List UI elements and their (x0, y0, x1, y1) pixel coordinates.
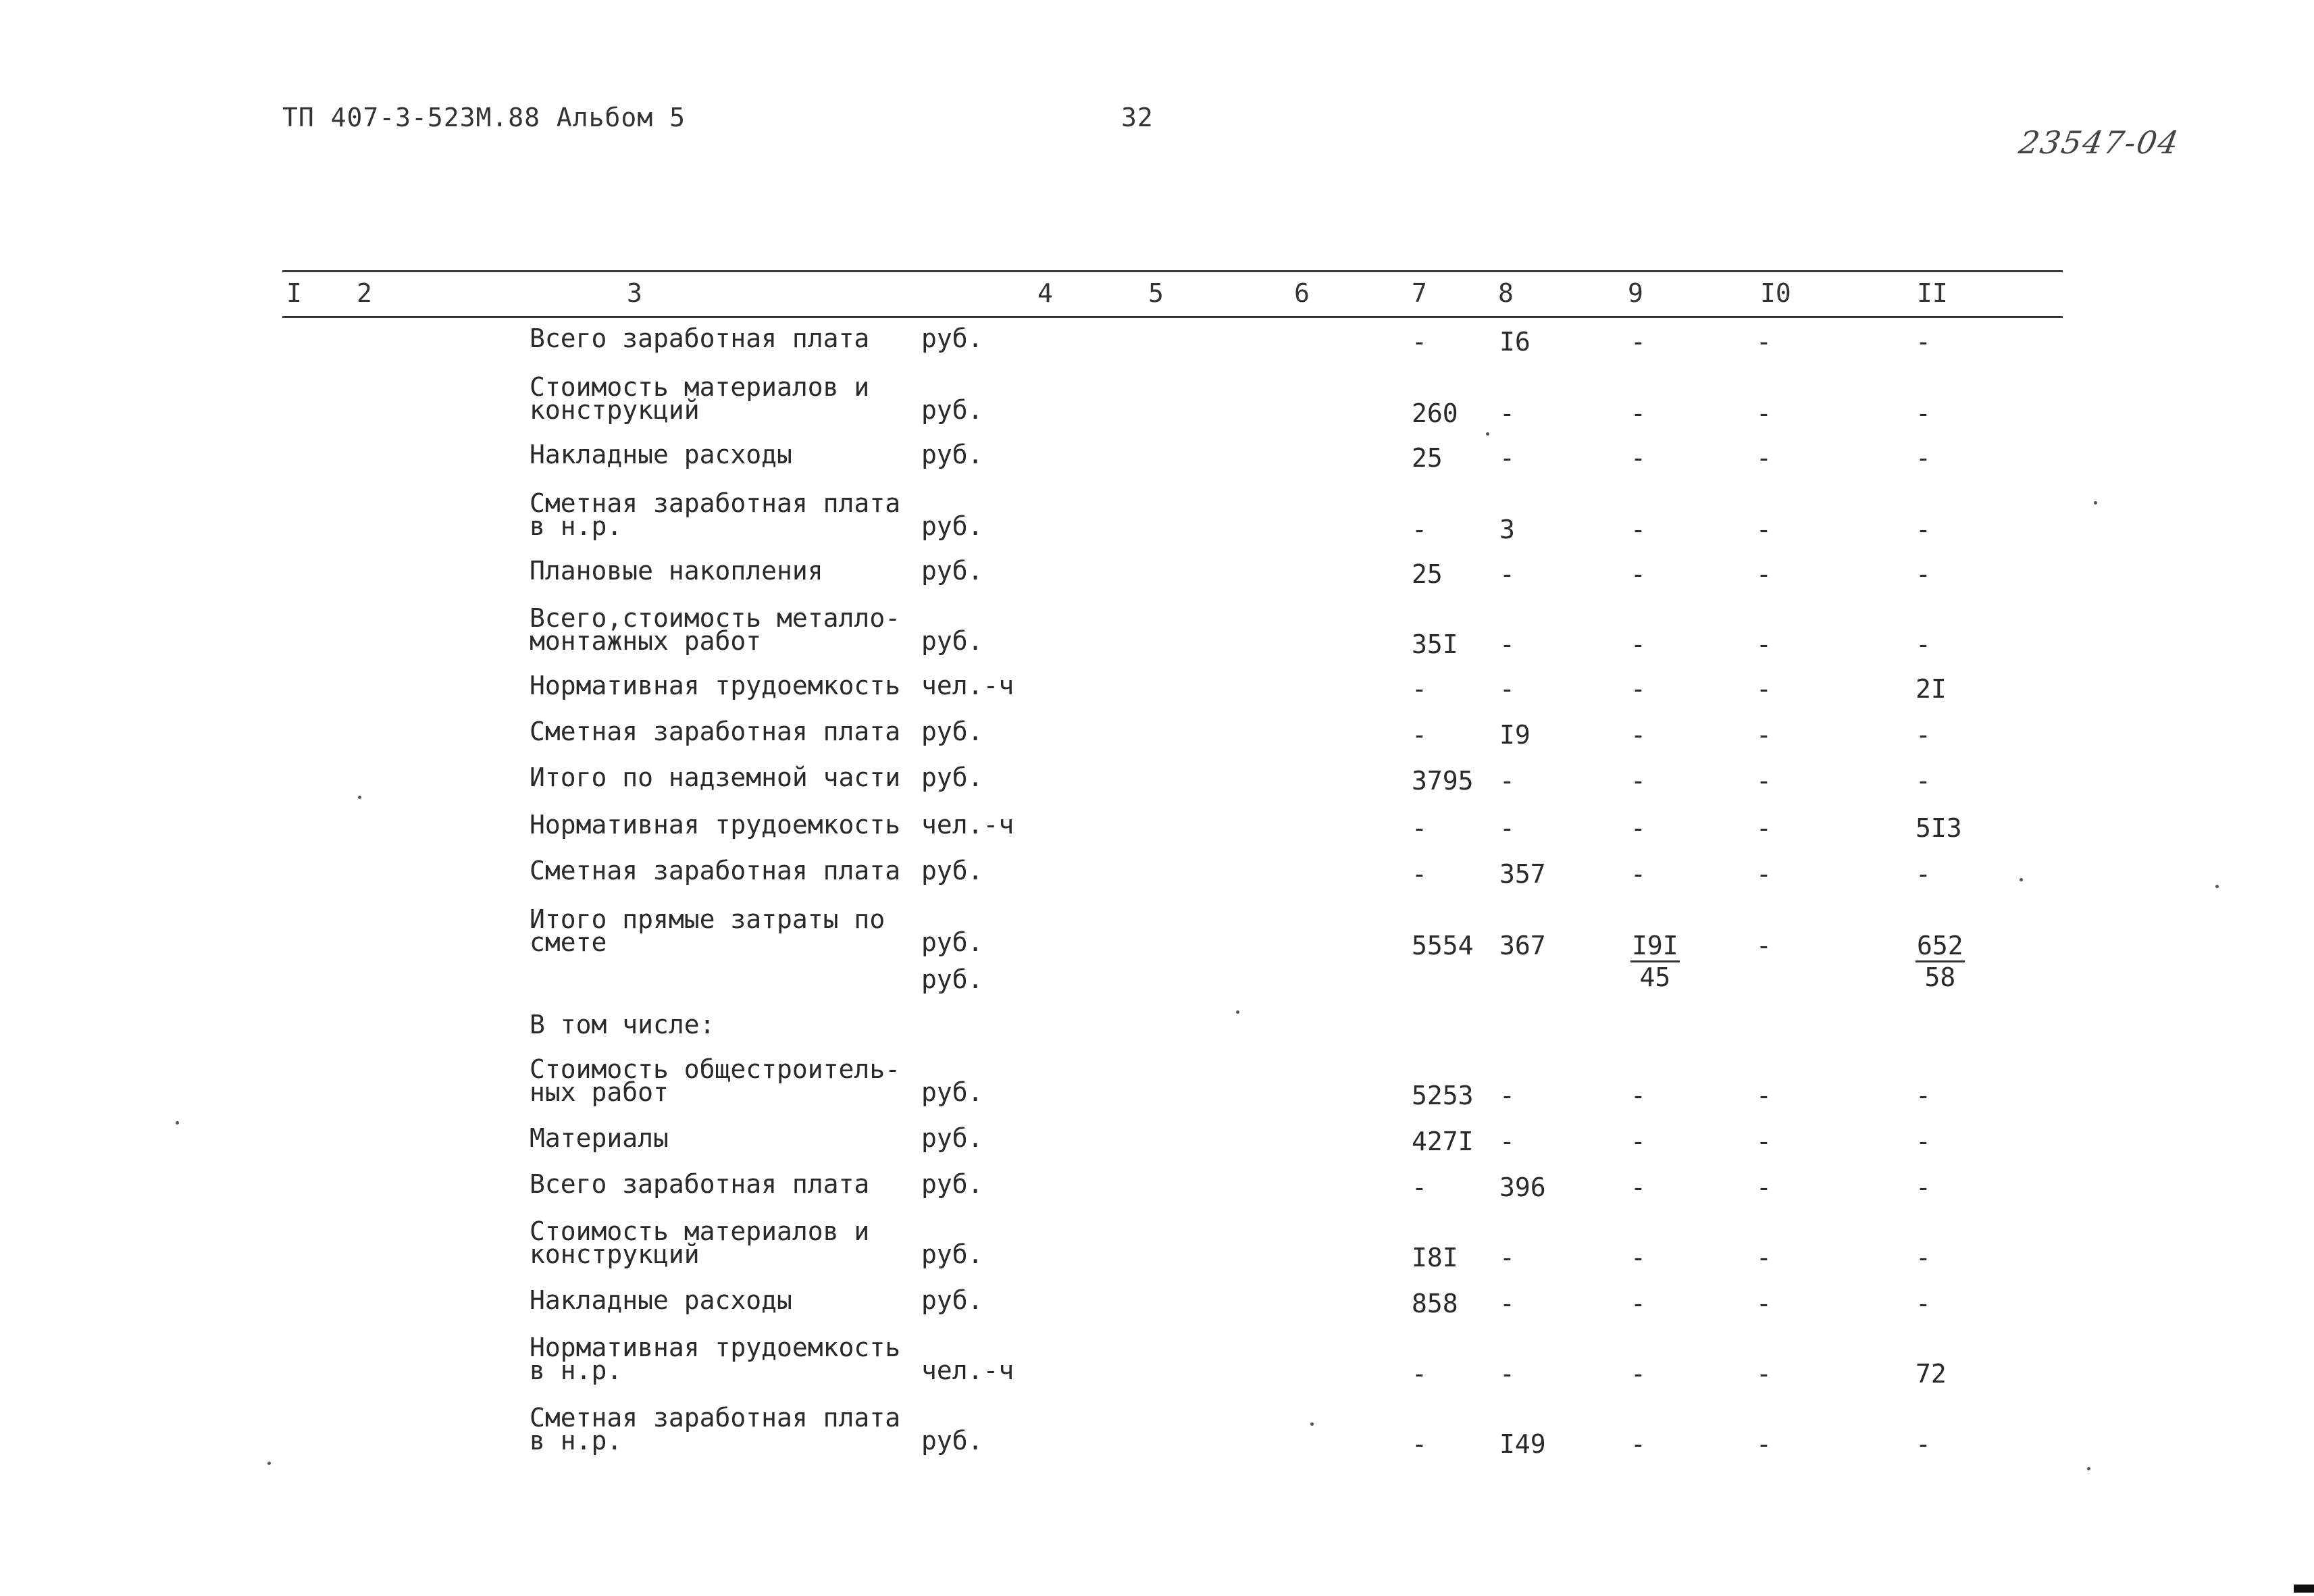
cell-col-7: - (1412, 1359, 1427, 1389)
row-unit-secondary: руб. (921, 964, 983, 994)
fraction-c9 (1630, 931, 1680, 992)
cell-col-7: - (1412, 859, 1427, 889)
cell-c11: - (1916, 1127, 1931, 1156)
cell-c9: - (1630, 1081, 1646, 1110)
row-description: Плановые накопления (530, 556, 823, 586)
row-description: Материалы (530, 1123, 669, 1153)
row-description: Накладные расходы (530, 440, 792, 469)
handwritten-reference: 23547-04 (2016, 124, 2183, 161)
row-description: Стоимость материалов и конструкций (530, 372, 870, 425)
row-unit: руб. (921, 927, 983, 957)
cell-col-7: 35I (1412, 629, 1458, 659)
row-unit: руб. (921, 717, 983, 746)
cell-c11: - (1916, 515, 1931, 544)
cell-col-8: I9 (1499, 720, 1531, 750)
cell-c11: - (1916, 766, 1931, 796)
cell-c9: - (1630, 859, 1646, 889)
cell-col-10: - (1756, 1243, 1772, 1272)
cell-c11: - (1916, 1429, 1931, 1459)
cell-c9: - (1630, 629, 1646, 659)
cell-c11: - (1916, 398, 1931, 428)
column-number: II (1917, 278, 1948, 308)
row-description: Сметная заработная плата (530, 717, 901, 746)
row-unit: руб. (921, 626, 983, 656)
row-description: Нормативная трудоемкость (530, 810, 901, 840)
row-unit: руб. (921, 1077, 983, 1107)
table-top-rule (282, 270, 2063, 272)
cell-col-8: - (1499, 1081, 1515, 1110)
document-code: ТП 407-3-523М.88 Альбом 5 (282, 103, 686, 132)
row-unit: руб. (921, 511, 983, 541)
row-description: Нормативная трудоемкость в н.р. (530, 1333, 901, 1385)
cell-col-10: - (1756, 766, 1772, 796)
cell-c9: - (1630, 1289, 1646, 1318)
cell-col-7: I8I (1412, 1243, 1458, 1272)
cell-col-7: - (1412, 515, 1427, 544)
cell-c9: - (1630, 766, 1646, 796)
row-description: Всего заработная плата (530, 324, 870, 353)
cell-col-10: - (1756, 398, 1772, 428)
cell-c11: 5I3 (1916, 813, 1962, 843)
cell-col-10: - (1756, 859, 1772, 889)
scan-speck (2020, 878, 2023, 881)
cell-col-8: - (1499, 443, 1515, 473)
cell-col-10: - (1756, 1081, 1772, 1110)
scan-speck (1236, 1010, 1239, 1014)
scan-speck (267, 1462, 271, 1465)
cell-col-8: 3 (1499, 515, 1515, 544)
fraction-denominator: 45 (1639, 962, 1671, 992)
row-unit: руб. (921, 1285, 983, 1315)
cell-c9: - (1630, 515, 1646, 544)
cell-col-10: - (1756, 1173, 1772, 1202)
row-description: Всего заработная плата (530, 1169, 870, 1199)
cell-col-10: - (1756, 443, 1772, 473)
cell-c11: - (1916, 1289, 1931, 1318)
column-number: 8 (1498, 278, 1514, 308)
column-number: I (286, 278, 302, 308)
cell-c9: - (1630, 1173, 1646, 1202)
cell-col-7: 260 (1412, 398, 1458, 428)
scan-speck (2094, 501, 2097, 505)
cell-col-8: I49 (1499, 1429, 1546, 1459)
row-unit: руб. (921, 763, 983, 792)
cell-col-10: - (1756, 559, 1772, 589)
column-number: 2 (357, 278, 372, 308)
cell-col-7: - (1412, 1429, 1427, 1459)
cell-col-7: - (1412, 674, 1427, 704)
cell-col-8: I6 (1499, 327, 1531, 357)
row-description: Итого прямые затраты по смете (530, 904, 885, 957)
cell-c9: - (1630, 720, 1646, 750)
row-unit: руб. (921, 324, 983, 353)
cell-col-7: - (1412, 813, 1427, 843)
cell-col-10: - (1756, 629, 1772, 659)
scan-speck (176, 1121, 179, 1125)
cell-col-8: - (1499, 674, 1515, 704)
cell-col-8: - (1499, 1243, 1515, 1272)
row-unit: руб. (921, 856, 983, 885)
column-number: 3 (627, 278, 642, 308)
cell-col-8: 396 (1499, 1173, 1546, 1202)
fraction-denominator: 58 (1924, 962, 1956, 992)
column-number: 6 (1294, 278, 1310, 308)
cell-c9: - (1630, 1429, 1646, 1459)
cell-c11: - (1916, 1173, 1931, 1202)
row-description: В том числе: (530, 1010, 715, 1039)
row-unit: руб. (921, 1169, 983, 1199)
cell-col-8: - (1499, 398, 1515, 428)
cell-col-10: - (1756, 1289, 1772, 1318)
cell-col-8: - (1499, 813, 1515, 843)
cell-col-7: - (1412, 1173, 1427, 1202)
cell-col-10: - (1756, 720, 1772, 750)
cell-col-10: - (1756, 813, 1772, 843)
cell-col-10: - (1756, 515, 1772, 544)
row-unit: руб. (921, 556, 983, 586)
cell-c11: - (1916, 720, 1931, 750)
cell-c11: - (1916, 443, 1931, 473)
cell-col-10: - (1756, 674, 1772, 704)
cell-col-7: 5554 (1412, 931, 1474, 960)
scan-speck (2087, 1467, 2090, 1470)
cell-c11: - (1916, 859, 1931, 889)
cell-c11: - (1916, 1081, 1931, 1110)
row-description: Всего,стоимость металло-монтажных работ (530, 603, 901, 656)
cell-c9: - (1630, 398, 1646, 428)
row-unit: чел.-ч (921, 810, 1014, 840)
scan-speck (1310, 1422, 1314, 1426)
cell-col-8: 357 (1499, 859, 1546, 889)
cell-col-7: - (1412, 720, 1427, 750)
cell-c11: 72 (1916, 1359, 1947, 1389)
cell-col-8: 367 (1499, 931, 1546, 960)
row-unit: чел.-ч (921, 1356, 1014, 1385)
table-header-rule (282, 316, 2063, 318)
column-number: 9 (1628, 278, 1643, 308)
cell-col-10: - (1756, 1127, 1772, 1156)
column-number: 4 (1037, 278, 1053, 308)
fraction-numerator: I9I (1630, 931, 1680, 962)
cell-c9: - (1630, 1359, 1646, 1389)
row-unit: руб. (921, 395, 983, 425)
row-description: Сметная заработная плата в н.р. (530, 1403, 901, 1456)
row-description: Накладные расходы (530, 1285, 792, 1315)
scan-speck (1486, 432, 1489, 436)
row-description: Сметная заработная плата (530, 856, 901, 885)
scan-speck (358, 796, 361, 799)
cell-c11: - (1916, 327, 1931, 357)
row-description: Сметная заработная плата в н.р. (530, 488, 901, 541)
cell-col-7: 427I (1412, 1127, 1474, 1156)
fraction-c11 (1916, 931, 1965, 992)
cell-col-10: - (1756, 1429, 1772, 1459)
cell-col-8: - (1499, 629, 1515, 659)
cell-col-7: 25 (1412, 559, 1443, 589)
cell-col-8: - (1499, 1127, 1515, 1156)
cell-c11: - (1916, 629, 1931, 659)
cell-col-7: 858 (1412, 1289, 1458, 1318)
cell-c9: - (1630, 1243, 1646, 1272)
cell-col-8: - (1499, 766, 1515, 796)
page-number: 32 (1121, 103, 1154, 132)
cell-col-7: 25 (1412, 443, 1443, 473)
cell-c9: - (1630, 559, 1646, 589)
row-description: Нормативная трудоемкость (530, 671, 901, 700)
cell-c9: - (1630, 327, 1646, 357)
column-number: 7 (1412, 278, 1427, 308)
row-unit: руб. (921, 1123, 983, 1153)
cell-col-10: - (1756, 931, 1772, 960)
scan-edge-mark (2294, 1585, 2314, 1593)
cell-c11: 2I (1916, 674, 1947, 704)
row-description: Итого по надземной части (530, 763, 901, 792)
cell-c9: - (1630, 443, 1646, 473)
cell-c11: - (1916, 559, 1931, 589)
row-unit: руб. (921, 1426, 983, 1456)
cell-col-7: - (1412, 327, 1427, 357)
row-unit: руб. (921, 440, 983, 469)
cell-col-7: 5253 (1412, 1081, 1474, 1110)
column-number: I0 (1760, 278, 1791, 308)
cell-col-10: - (1756, 327, 1772, 357)
fraction-numerator: 652 (1916, 931, 1965, 962)
cell-c11: - (1916, 1243, 1931, 1272)
row-description: Стоимость общестроитель-ных работ (530, 1054, 901, 1107)
cell-c9: - (1630, 674, 1646, 704)
row-unit: чел.-ч (921, 671, 1014, 700)
cell-col-8: - (1499, 1359, 1515, 1389)
scan-speck (2215, 885, 2219, 888)
row-unit: руб. (921, 1239, 983, 1269)
row-description: Стоимость материалов и конструкций (530, 1216, 870, 1269)
cell-col-7: 3795 (1412, 766, 1474, 796)
cell-col-10: - (1756, 1359, 1772, 1389)
column-number: 5 (1148, 278, 1164, 308)
cell-c9: - (1630, 813, 1646, 843)
cell-col-8: - (1499, 559, 1515, 589)
cell-c9: - (1630, 1127, 1646, 1156)
cell-col-8: - (1499, 1289, 1515, 1318)
